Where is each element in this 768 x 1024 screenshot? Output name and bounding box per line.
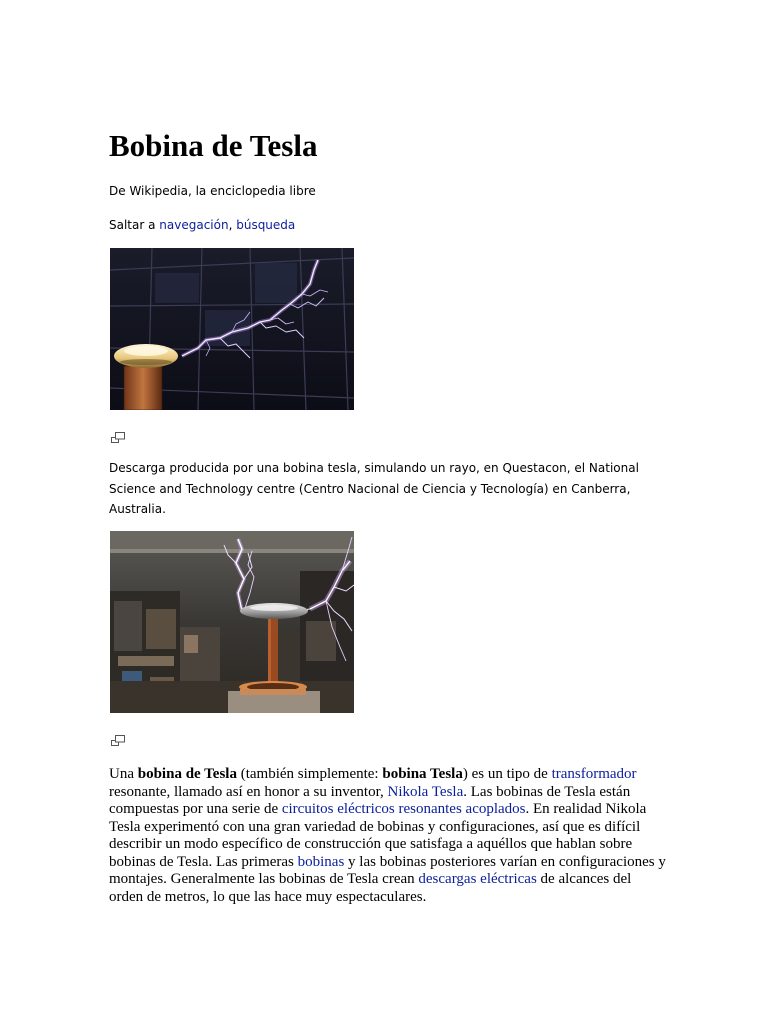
link-transformador[interactable]: transformador <box>551 766 637 782</box>
text-run: Una <box>109 766 138 782</box>
bold-term: bobina Tesla <box>382 766 463 782</box>
navigation-link[interactable]: navegación <box>159 218 229 232</box>
link-nikola-tesla[interactable]: Nikola Tesla <box>387 783 464 800</box>
page-title: Bobina de Tesla <box>109 128 318 163</box>
text-run: . Las bobinas de Tesla están compuestas por una serie de <box>109 783 631 817</box>
text-run: (también simplemente: <box>236 766 383 782</box>
search-link[interactable]: búsqueda <box>236 218 296 232</box>
site-tagline: De Wikipedia, la enciclopedia libre <box>109 184 316 198</box>
tesla-coil-discharge-photo[interactable] <box>110 248 354 410</box>
text-run: de alcances del orden de metros, lo que las hace muy espectaculares. <box>109 871 632 905</box>
link-circuitos-resonantes[interactable]: circuitos eléctricos resonantes acoplados <box>281 801 526 817</box>
magnify-clip-icon[interactable] <box>111 432 125 443</box>
workshop-tesla-coil-photo[interactable] <box>110 531 354 713</box>
workshop-tesla-coil-image <box>110 531 354 713</box>
link-bobinas[interactable]: bobinas <box>297 853 345 870</box>
text-run: . En realidad Nikola Tesla experimentó con una gran variedad de bobinas y configuraciones, así que es difícil describir un modo específico de construcción que satisfaga a aquéllos que hablan sobre bobinas de Tesla. Las primeras <box>109 801 647 870</box>
link-descargas-electricas[interactable]: descargas eléctricas <box>418 871 537 887</box>
text-run: resonante, llamado así en honor a su inventor, <box>109 783 388 800</box>
text-run: ) es un tipo de <box>462 766 552 782</box>
magnify-clip-icon[interactable] <box>111 735 125 746</box>
jump-prefix: Saltar a <box>109 218 160 232</box>
figure-caption: Descarga producida por una bobina tesla, simulando un rayo, en Questacon, el National Science and Technology centre (Centro Nacional de Ciencia y Tecnología) en Canberra, Australia. <box>109 461 639 516</box>
jump-to-links <box>109 216 295 234</box>
bold-term: bobina de Tesla <box>137 766 237 782</box>
jump-separator: , <box>228 218 237 232</box>
tesla-coil-discharge-image <box>110 248 354 410</box>
article-paragraph <box>109 766 669 906</box>
text-run: y las bobinas posteriores varían en configuraciones y montajes. Generalmente las bobinas de Tesla crean <box>109 853 666 887</box>
